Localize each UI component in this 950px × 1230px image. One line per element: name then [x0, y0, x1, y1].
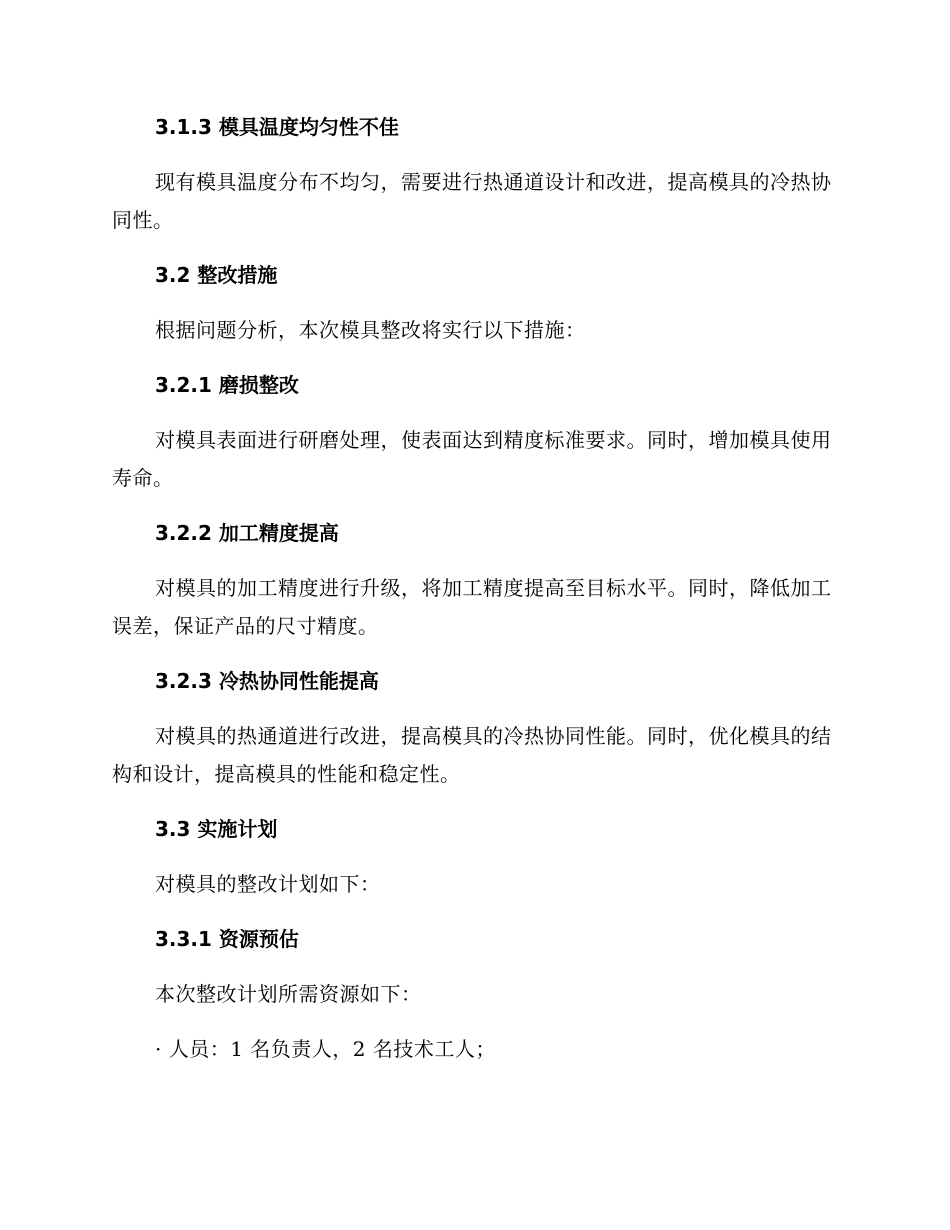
paragraph-temperature-uniformity: 现有模具温度分布不均匀，需要进行热通道设计和改进，提高模具的冷热协同性。 [112, 170, 832, 232]
heading-3-2-3: 3.2.3 冷热协同性能提高 [155, 669, 379, 693]
paragraph-wear-fix: 对模具表面进行研磨处理，使表面达到精度标准要求。同时，增加模具使用寿命。 [112, 428, 832, 490]
paragraph-precision-improve: 对模具的加工精度进行升级，将加工精度提高至目标水平。同时，降低加工误差，保证产品的尺寸精度。 [112, 576, 832, 638]
heading-3-3-1: 3.3.1 资源预估 [155, 927, 299, 951]
paragraph-plan-intro: 对模具的整改计划如下： [155, 872, 381, 896]
paragraph-measures-intro: 根据问题分析，本次模具整改将实行以下措施： [155, 318, 586, 342]
document-page [112, 108, 832, 1085]
paragraph-thermal-synergy: 对模具的热通道进行改进，提高模具的冷热协同性能。同时，优化模具的结构和设计，提高模具的性能和稳定性。 [112, 724, 832, 786]
paragraph-resources-intro: 本次整改计划所需资源如下： [155, 982, 422, 1006]
heading-3-2: 3.2 整改措施 [155, 263, 278, 287]
heading-3-1-3: 3.1.3 模具温度均匀性不佳 [155, 115, 399, 139]
heading-3-3: 3.3 实施计划 [155, 817, 278, 841]
list-item-personnel: · 人员：1 名负责人，2 名技术工人； [155, 1037, 496, 1061]
heading-3-2-2: 3.2.2 加工精度提高 [155, 521, 339, 545]
heading-3-2-1: 3.2.1 磨损整改 [155, 373, 299, 397]
